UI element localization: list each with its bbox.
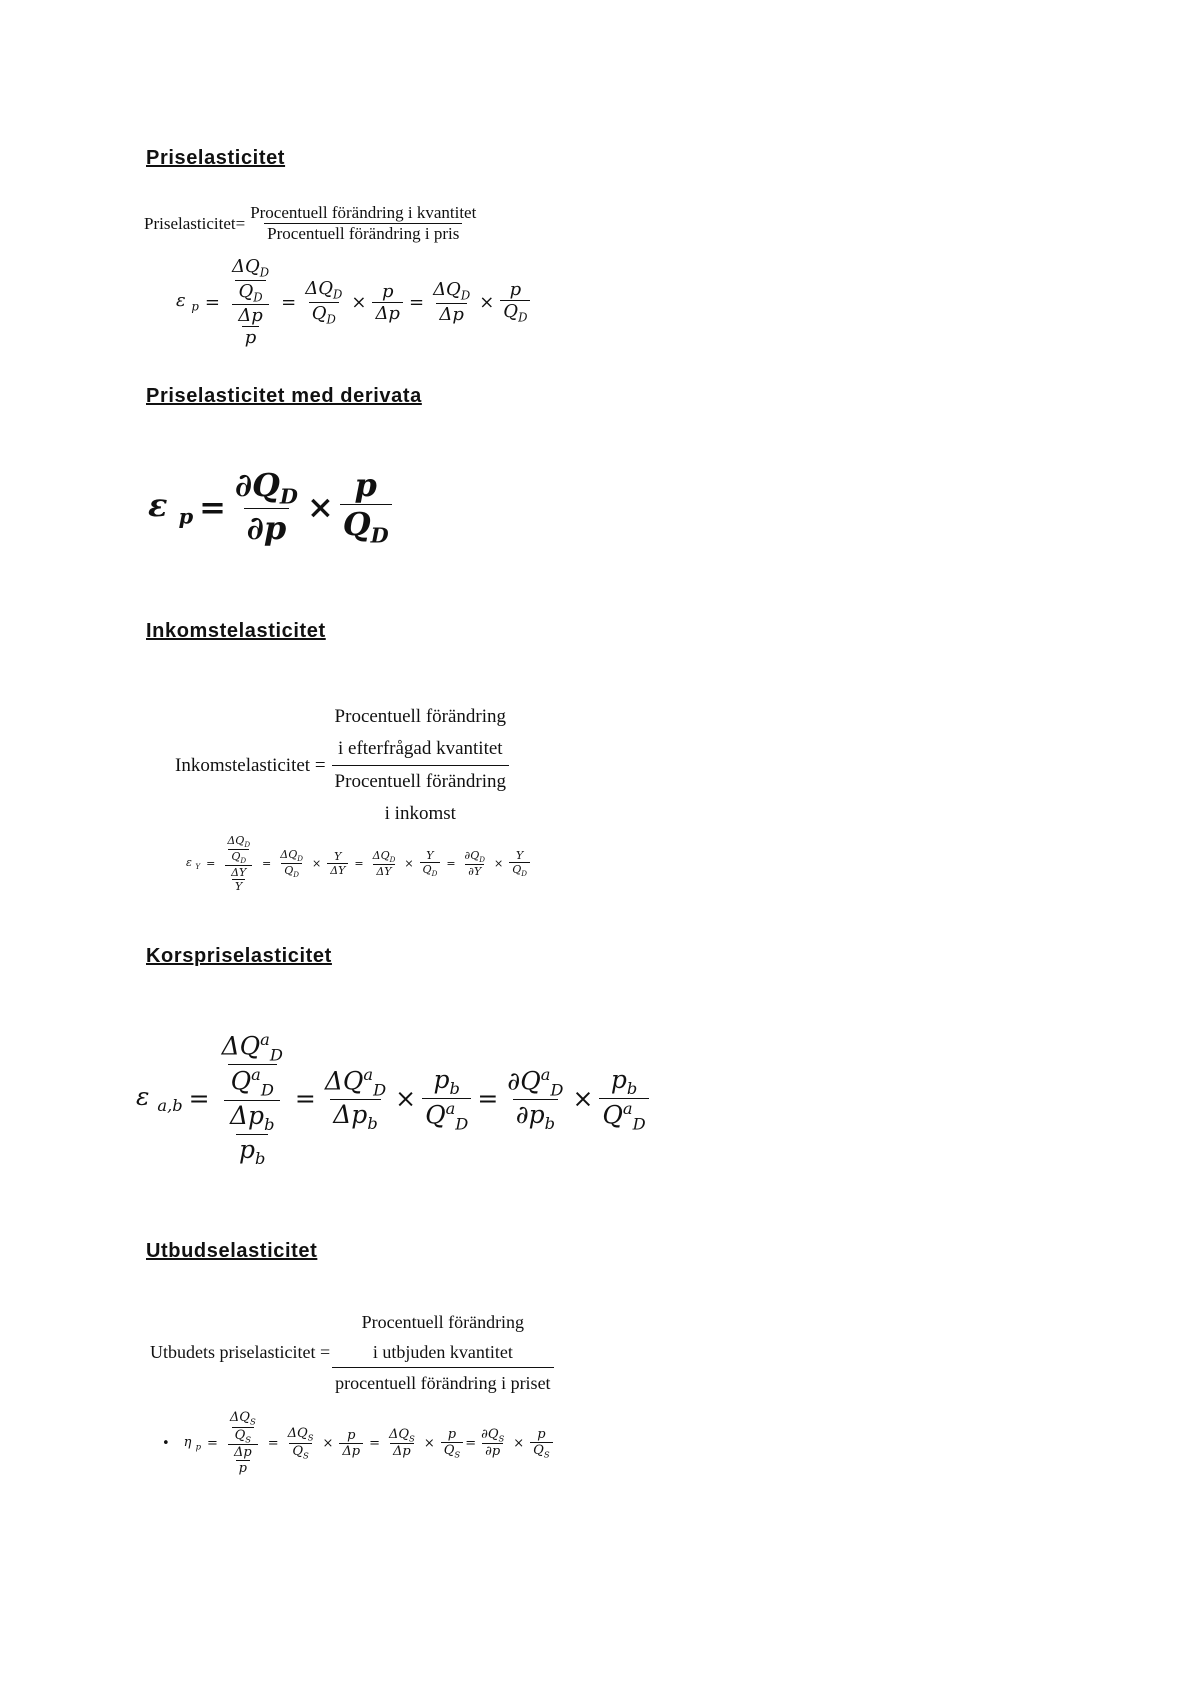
- definition-numerator-line1: Procentuell förändring: [361, 1312, 525, 1332]
- heading-korspriselasticitet: Korspriselasticitet: [146, 945, 332, 967]
- definition-label: Inkomstelasticitet =: [175, 754, 326, 776]
- cross-price-elasticity-formula: ε $_{a,b}$ = $\frac{\frac{\Delta Q^a_D}{Q^a_D}}{\frac{\Delta p_b}{p_b}}$ = $\frac{\Delta Q^a_D}{\Delta p_b}$ × $\frac{p_b}{Q^a_D}$ = $\frac{\partial Q^a_D}{\partial p_b}$ × $\frac{p_b}{Q^a_D}$: [136, 1030, 649, 1168]
- definition-denominator-line2: i inkomst: [384, 803, 456, 824]
- definition-denominator: Procentuell förändring i pris: [264, 223, 462, 244]
- definition-denominator: procentuell förändring i priset: [332, 1367, 553, 1398]
- heading-priselasticitet: Priselasticitet: [146, 147, 286, 169]
- heading-priselasticitet-med-derivata: Priselasticitet med derivata: [146, 385, 422, 407]
- heading-inkomstelasticitet: Inkomstelasticitet: [146, 620, 326, 642]
- definition-denominator-line1: Procentuell förändring: [334, 771, 507, 792]
- income-elasticity-definition: [175, 701, 509, 830]
- price-elasticity-definition: [144, 203, 479, 244]
- definition-numerator-line1: Procentuell förändring: [334, 706, 507, 727]
- supply-elasticity-formula: • η $_p$ = $\frac{\frac{\Delta Q_S}{Q_S}}{\frac{\Delta p}{p}}$ = $\frac{\Delta Q_S}{Q_S}$ × $\frac{p}{\Delta p}$ = $\frac{\Delta Q_S}{\Delta p}$ × $\frac{p}{Q_S}$ = $\frac{\partial Q_S}{\partial p}$ × $\frac{p}{Q_S}$: [162, 1410, 553, 1476]
- definition-numerator: Procentuell förändring i kvantitet: [250, 203, 477, 222]
- definition-label: Utbudets priselasticitet =: [150, 1342, 331, 1362]
- definition-label: Priselasticitet=: [144, 213, 246, 233]
- bullet-icon: •: [162, 1435, 170, 1451]
- income-elasticity-formula: ε $_Y$ = $\frac{\frac{\Delta Q_D}{Q_D}}{\frac{\Delta Y}{Y}}$ = $\frac{\Delta Q_D}{Q_D}$ × $\frac{Y}{\Delta Y}$ = $\frac{\Delta Q_D}{\Delta Y}$ × $\frac{Y}{Q_D}$ = $\frac{\partial Q_D}{\partial Y}$ × $\frac{Y}{Q_D}$: [186, 834, 530, 893]
- derivative-price-elasticity-formula: ε $_p$ = $\frac{\partial Q_D}{\partial p}$ × $\frac{p}{Q_D}$: [148, 466, 392, 547]
- definition-numerator-line2: i efterfrågad kvantitet: [337, 738, 503, 759]
- definition-numerator-line2: i utbjuden kvantitet: [372, 1342, 513, 1362]
- price-elasticity-formula: ε $_p$ = $\frac{\frac{\Delta Q_D}{Q_D}}{\frac{\Delta p}{p}}$ = $\frac{\Delta Q_D}{Q_D}$ × $\frac{p}{\Delta p}$ = $\frac{\Delta Q_D}{\Delta p}$ × $\frac{p}{Q_D}$: [176, 256, 530, 348]
- heading-utbudselasticitet: Utbudselasticitet: [146, 1240, 318, 1262]
- supply-elasticity-definition: [150, 1307, 554, 1398]
